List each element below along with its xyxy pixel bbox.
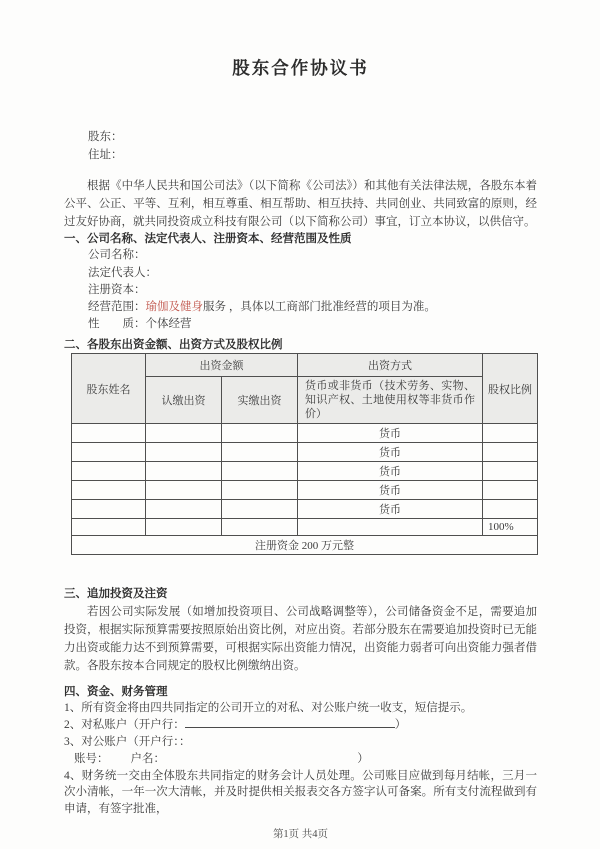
- table-row: [72, 519, 538, 536]
- document-content: [64, 0, 537, 841]
- th-shareholder-name: 股东姓名: [72, 354, 146, 424]
- cell-method: 货币: [298, 462, 483, 481]
- account-number-label: 账号：: [74, 752, 109, 765]
- table-row: [72, 481, 538, 500]
- fill-in-blank-line: [185, 717, 395, 728]
- address-label: 住址：: [88, 149, 123, 161]
- field-legal-representative: 法定代表人：: [88, 266, 157, 279]
- intro-paragraph: 根据《中华人民共和国公司法》（以下简称《公司法》）和其他有关法律法规，各股东本着公平、公正、平等、互利，相互尊重、相互帮助、相互扶持、共同创业、共同致富的原则，经过友好协商，就共同投资成立科技有限公司（以下简称公司）事宜，订立本协议，以供信守。: [64, 180, 537, 228]
- cell-subscribed: [146, 500, 222, 519]
- account-number-line: [64, 751, 537, 768]
- business-scope-rest: 服务 ，具体以工商部门批准经营的项目为准。: [203, 301, 436, 313]
- contribution-table: [71, 353, 538, 555]
- th-contribution-amount: 出资金额: [146, 354, 298, 377]
- field-business-scope: [88, 299, 537, 316]
- cell-paid: [222, 443, 298, 462]
- table-row: [72, 462, 538, 481]
- field-nature: [88, 316, 537, 333]
- cell-ratio: [483, 443, 538, 462]
- cell-ratio: [483, 481, 538, 500]
- party-block: [64, 128, 537, 164]
- th-paid-contribution: 实缴出资: [222, 377, 298, 424]
- cell-shareholder-name: [72, 443, 146, 462]
- cell-method: 货币: [298, 481, 483, 500]
- table-row: [72, 424, 538, 443]
- cell-paid: [222, 481, 298, 500]
- private-account-label: 2、对私账户（开户行：: [64, 719, 185, 732]
- cell-subscribed: [146, 462, 222, 481]
- section1-items: [64, 247, 537, 333]
- section-heading-3: 三、追加投资及注资: [64, 588, 168, 601]
- page-number: 第1页 共4页: [272, 828, 329, 840]
- cell-shareholder-name: [72, 481, 146, 500]
- item-finance-accounting: 4、财务统一交由全体股东共同指定的财务会计人员处理。公司账目应做到每月结帐，三月一次小清帐，一年一次大清帐，并及时提供相关报表交各方签字认可备案。所有支付流程做到有申请，有签字批准，: [64, 769, 537, 816]
- cell-method: [298, 519, 483, 536]
- shareholder-label: 股东：: [88, 131, 123, 143]
- item-corporate-account: 3、对公账户（开户行：：: [64, 736, 191, 748]
- table-footer-row: [72, 536, 538, 555]
- section-heading-1: 一、公司名称、法定代表人、注册资本、经营范围及性质: [64, 233, 352, 246]
- cell-paid: [222, 519, 298, 536]
- cell-shareholder-name: [72, 462, 146, 481]
- th-contribution-method: 出资方式: [298, 354, 483, 377]
- corporate-account-close: ）: [357, 752, 369, 765]
- document-title: 股东合作协议书: [232, 58, 369, 78]
- cell-method: 货币: [298, 500, 483, 519]
- cell-paid: [222, 424, 298, 443]
- business-scope-label: 经营范围：: [88, 301, 146, 313]
- field-company-name: 公司名称：: [88, 249, 146, 262]
- account-name-label: 户名：: [130, 752, 160, 765]
- table-footer-registered-capital: 注册资金 200 万元整: [72, 536, 538, 555]
- business-scope-highlight: 瑜伽及健身: [145, 301, 203, 313]
- cell-paid: [222, 462, 298, 481]
- cell-shareholder-name: [72, 424, 146, 443]
- cell-shareholder-name: [72, 519, 146, 536]
- th-subscribed-contribution: 认缴出资: [146, 377, 222, 424]
- cell-method: 货币: [298, 443, 483, 462]
- table-row: [72, 443, 538, 462]
- cell-subscribed: [146, 481, 222, 500]
- nature-value: 个体经营: [145, 318, 192, 331]
- cell-paid: [222, 500, 298, 519]
- cell-ratio: [483, 500, 538, 519]
- cell-subscribed: [146, 519, 222, 536]
- section4-items: [64, 700, 537, 818]
- section-heading-2: 二、各股东出资金额、出资方式及股权比例: [64, 339, 283, 352]
- cell-ratio: 100%: [483, 519, 538, 536]
- cell-shareholder-name: [72, 500, 146, 519]
- section3-paragraph: 若因公司实际发展（如增加投资项目、公司战略调整等），公司储备资金不足，需要追加投资，根据实际预算需要按照原始出资比例，对应出资。若部分股东在需要追加投资时已无能力出资或能力达不到预算需要，可根据实际出资能力情况，出资能力弱者可向出资能力强者借款。各股东按本合同规定的股权比例缴纳出资。: [64, 606, 537, 673]
- table-row: [72, 500, 538, 519]
- cell-ratio: [483, 462, 538, 481]
- field-registered-capital: 注册资本：: [88, 283, 146, 296]
- cell-subscribed: [146, 443, 222, 462]
- section-heading-4: 四、资金、财务管理: [64, 686, 168, 699]
- item-funds-management: 1、所有资金将由四共同指定的公司开立的对私、对公账户统一收支，短信提示。: [64, 702, 473, 715]
- cell-method: 货币: [298, 424, 483, 443]
- nature-label: 性 质：: [88, 318, 146, 331]
- th-method-description: 货币或非货币（技术劳务、实物、知识产权、土地使用权等非货币作价）: [298, 377, 483, 424]
- private-account-close: ）: [394, 719, 407, 732]
- item-private-account: [64, 717, 537, 734]
- cell-ratio: [483, 424, 538, 443]
- th-equity-ratio: 股权比例: [483, 354, 538, 424]
- cell-subscribed: [146, 424, 222, 443]
